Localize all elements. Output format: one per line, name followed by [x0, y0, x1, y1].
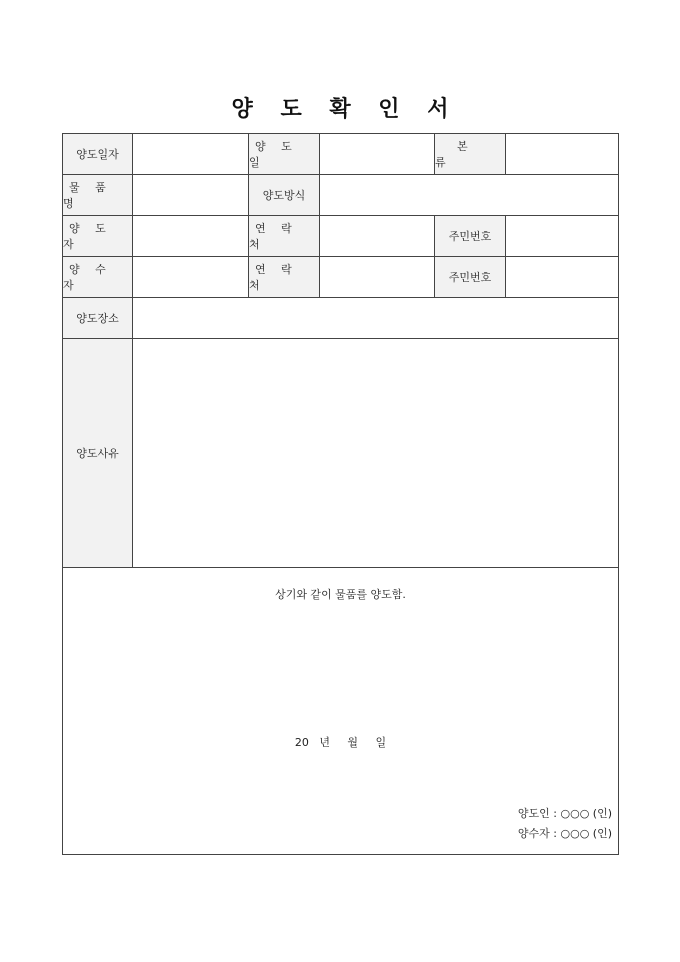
transferee-contact-label: 연 락 처: [249, 257, 320, 298]
transferee-label: 양 수 자: [63, 257, 133, 298]
transferor-contact-label: 연 락 처: [249, 216, 320, 257]
transferee-id-field[interactable]: [506, 257, 618, 298]
transferor-id-label: 주민번호: [435, 216, 506, 257]
transferee-signature: 양수자 : ○○○ (인): [517, 827, 612, 840]
transferee-field[interactable]: [133, 257, 249, 298]
transfer-day-field[interactable]: [320, 134, 435, 175]
category-label: 본 류: [435, 134, 506, 175]
transfer-date-label: 양도일자: [63, 134, 133, 175]
place-label: 양도장소: [63, 298, 133, 339]
item-name-label: 물 품 명: [63, 175, 133, 216]
transferor-label: 양 도 자: [63, 216, 133, 257]
date-line: 20 년 월 일: [294, 736, 387, 749]
transfer-day-label: 양 도 일: [249, 134, 320, 175]
signature-section: [63, 568, 618, 854]
transferor-contact-field[interactable]: [320, 216, 435, 257]
item-name-field[interactable]: [133, 175, 249, 216]
transfer-statement: 상기와 같이 물품를 양도함.: [275, 588, 406, 601]
reason-field[interactable]: [133, 339, 618, 568]
transferee-contact-field[interactable]: [320, 257, 435, 298]
transfer-method-label: 양도방식: [249, 175, 320, 216]
transfer-method-field[interactable]: [320, 175, 618, 216]
transferor-id-field[interactable]: [506, 216, 618, 257]
transfer-form-table: [62, 133, 619, 855]
transferor-signature: 양도인 : ○○○ (인): [517, 807, 612, 820]
transferor-field[interactable]: [133, 216, 249, 257]
transfer-date-field[interactable]: [133, 134, 249, 175]
category-field[interactable]: [506, 134, 618, 175]
transferee-id-label: 주민번호: [435, 257, 506, 298]
reason-label: 양도사유: [63, 339, 133, 568]
place-field[interactable]: [133, 298, 618, 339]
document-title: 양 도 확 인 서: [231, 97, 459, 122]
